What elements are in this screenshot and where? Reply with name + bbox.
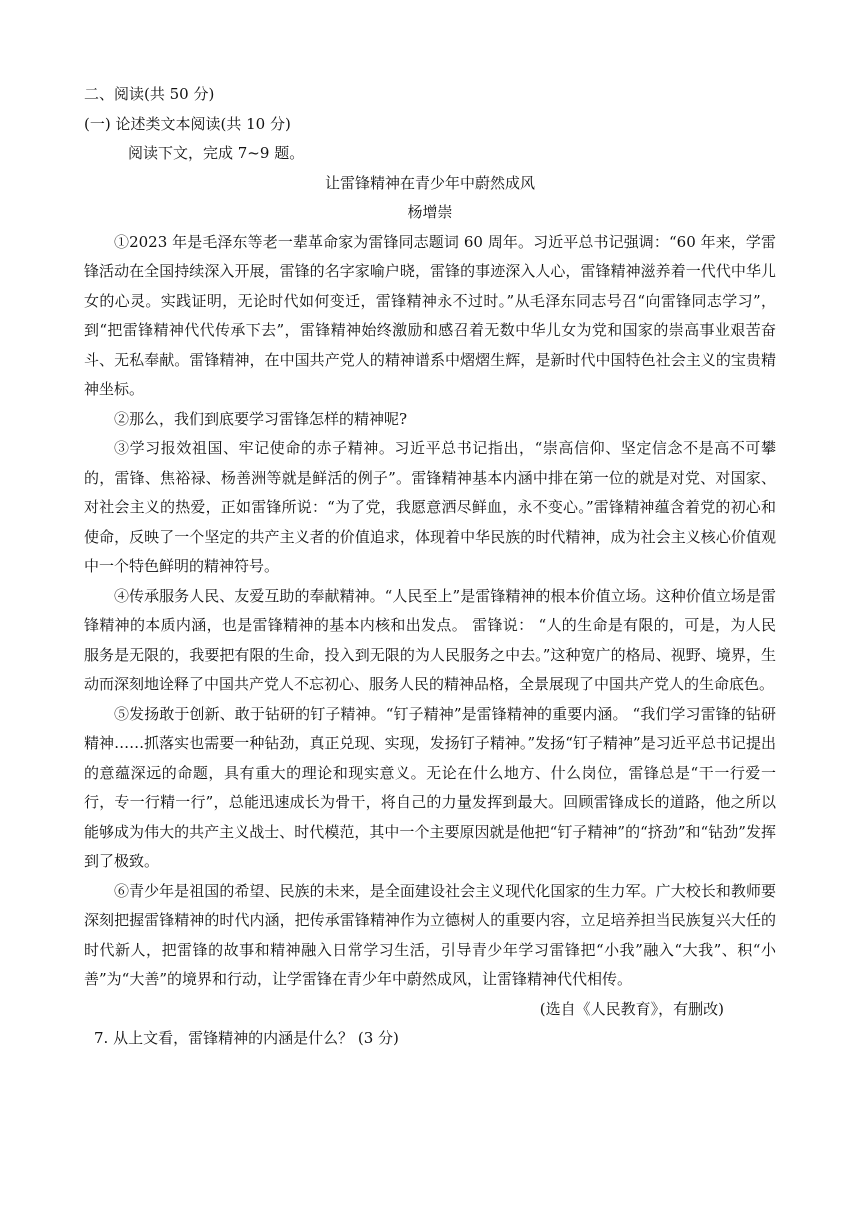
paragraph-2: ②那么，我们到底要学习雷锋怎样的精神呢?	[114, 409, 408, 428]
paragraph-6: ⑥青少年是祖国的希望、民族的未来，是全面建设社会主义现代化国家的生力军。广大校长和教师要深刻把握雷锋精神的时代内涵，把传承雷锋精神作为立德树人的重要内容，立足培养担当民族复兴大任的时代新人，把雷锋的故事和精神融入日常学习生活，引导青少年学习雷锋把“小我”融入“大我”、积“小善”为“大善”的境界和行动，让学雷锋在青少年中蔚然成风，让雷锋精神代代相传。	[84, 881, 776, 988]
question-7: 7. 从上文看，雷锋精神的内涵是什么？ (3 分)	[94, 1029, 399, 1047]
paragraph-4: ④传承服务人民、友爱互助的奉献精神。“人民至上”是雷锋精神的根本价值立场。这种价值立场是雷锋精神的本质内涵，也是雷锋精神的基本内核和出发点。 雷锋说： “人的生命是有限的，可是，为人民服务是无限的，我要把有限的生命，投入到无限的为人民服务之中去。”这种宽广的格局、视野、境界，生动而深刻地诠释了中国共产党人不忘初心、服务人民的精神品格，全景展现了中国共产党人的生命底色。	[84, 586, 776, 693]
paragraph-5: ⑤发扬敢于创新、敢于钻研的钉子精神。“钉子精神”是雷锋精神的重要内涵。 “我们学习雷锋的钻研精神……抓落实也需要一种钻劲，真正兑现、实现，发扬钉子精神。”发扬“钉子精神”是习近平总书记提出的意蕴深远的命题，具有重大的理论和现实意义。无论在什么地方、什么岗位，雷锋总是“干一行爱一行，专一行精一行”，总能迅速成长为骨干，将自己的力量发挥到最大。回顾雷锋成长的道路，他之所以能够成为伟大的共产主义战士、时代模范，其中一个主要原因就是他把“钉子精神”的“挤劲”和“钻劲”发挥到了极致。	[84, 704, 776, 870]
exam-page	[84, 80, 776, 1054]
article-title: 让雷锋精神在青少年中蔚然成风	[324, 173, 535, 192]
paragraph-1: ①2023 年是毛泽东等老一辈革命家为雷锋同志题词 60 周年。习近平总书记强调：“60 年来，学雷锋活动在全国持续深入开展，雷锋的名字家喻户晓，雷锋的事迹深入人心，雷锋精神滋养着一代代中华儿女的心灵。实践证明，无论时代如何变迁，雷锋精神永不过时。”从毛泽东同志号召“向雷锋同志学习”，到“把雷锋精神代代传承下去”，雷锋精神始终激励和感召着无数中华儿女为党和国家的崇高事业艰苦奋斗、无私奉献。雷锋精神，在中国共产党人的精神谱系中熠熠生辉，是新时代中国特色社会主义的宝贵精神坐标。	[84, 232, 776, 398]
reading-instruction: 阅读下文，完成 7~9 题。	[128, 144, 305, 162]
subsection-heading: (一) 论述类文本阅读(共 10 分)	[84, 114, 291, 133]
section-heading: 二、阅读(共 50 分)	[84, 85, 215, 103]
article-source: (选自《人民教育》，有删改)	[539, 999, 724, 1018]
paragraph-3: ③学习报效祖国、牢记使命的赤子精神。习近平总书记指出，“崇高信仰、坚定信念不是高不可攀的，雷锋、焦裕禄、杨善洲等就是鲜活的例子”。雷锋精神基本内涵中排在第一位的就是对党、对国家、对社会主义的热爱，正如雷锋所说：“为了党，我愿意洒尽鲜血，永不变心。”雷锋精神蕴含着党的初心和使命，反映了一个坚定的共产主义者的价值追求，体现着中华民族的时代精神，成为社会主义核心价值观中一个特色鲜明的精神符号。	[84, 439, 776, 575]
article-author: 杨增崇	[407, 203, 453, 221]
